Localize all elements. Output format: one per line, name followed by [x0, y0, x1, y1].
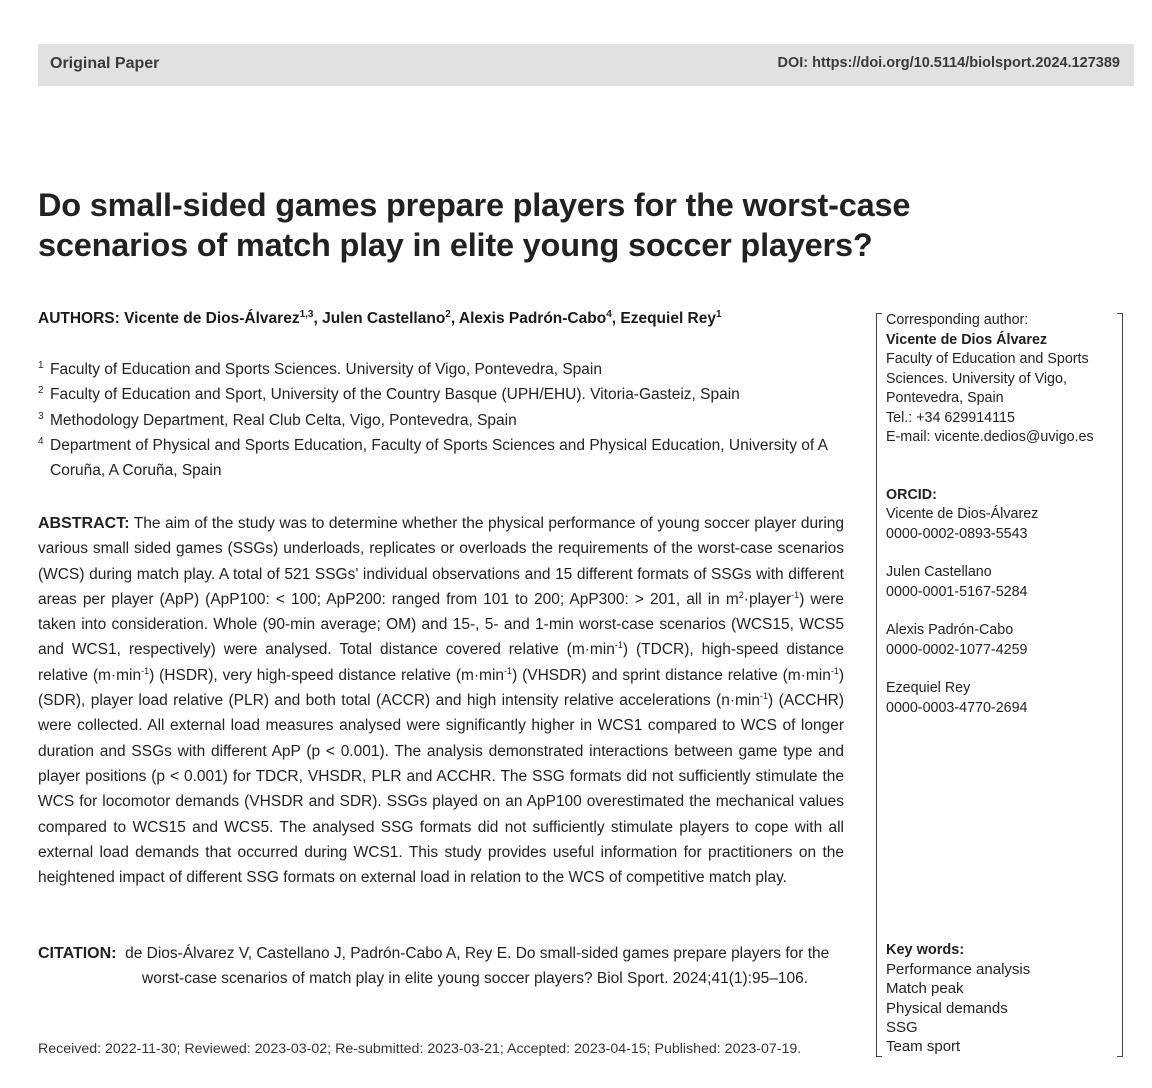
orcid-label: ORCID: — [886, 486, 937, 503]
corresponding-affiliation: Sciences. University of Vigo, — [886, 370, 1067, 387]
abstract-text: ) were taken into consideration. Whole (90-min average; OM) and 15-, 5- and 1-min worst-case scenarios (WCS15, WCS5 and WCS1, respectively) were analysed. Total distance covered relative (m·min — [38, 590, 844, 659]
rule-tick — [876, 1056, 882, 1057]
authors-label: AUTHORS: — [38, 310, 120, 328]
abstract-text: The aim of the study was to determine whether the physical performance of young soccer player during various small sided games (SSGs) underloads, replicates or overloads the requirements of the worst-case scenarios (WCS) during match play. A total of 521 SSGs' individual observations and 15 different formats of SSGs with different areas per player (ApP) (ApP100: < 100; ApP200: ranged from 101 to 200; ApP300: > 201, all in m — [38, 515, 845, 608]
corresponding-label: Corresponding author: — [886, 312, 1029, 328]
affiliation-text: Methodology Department, Real Club Celta, Vigo, Pontevedra, Spain — [50, 411, 517, 429]
author-sup: 1,3 — [299, 309, 314, 320]
orcid-id[interactable]: 0000-0002-1077-4259 — [886, 641, 1028, 658]
keyword: Performance analysis — [886, 961, 1031, 979]
author-sup: 1 — [716, 309, 722, 320]
abstract-text: ) (SDR), player load relative (PLR) and both total (ACCR) and high intensity relative accelerations (n·min — [38, 666, 845, 710]
keyword: Team sport — [886, 1038, 961, 1056]
email[interactable]: E-mail: vicente.dedios@uvigo.es — [886, 429, 1094, 445]
superscript: -1 — [141, 665, 150, 676]
superscript: -1 — [830, 665, 839, 676]
orcid-id[interactable]: 0000-0003-4770-2694 — [886, 699, 1028, 716]
superscript: 2 — [738, 589, 744, 600]
affiliation-number: 2 — [38, 385, 44, 397]
keyword: Physical demands — [886, 999, 1008, 1017]
affiliation-text: Faculty of Education and Sports Sciences. University of Vigo, Pontevedra, Spain — [50, 361, 602, 378]
corresponding-name: Vicente de Dios Álvarez — [886, 331, 1048, 348]
affiliation — [38, 433, 846, 484]
affiliation — [38, 357, 846, 382]
orcid-author: Vicente de Dios-Álvarez — [886, 506, 1039, 522]
article-type: Original Paper — [50, 55, 160, 72]
superscript: -1 — [504, 665, 513, 676]
abstract-text: ) (TDCR), high-speed distance relative (m·min — [38, 641, 844, 684]
paper-title: Do small-sided games prepare players for the worst-case scenarios of match play in elite young soccer players? — [38, 187, 911, 263]
superscript: -1 — [759, 690, 768, 701]
abstract — [38, 511, 844, 890]
corresponding-affiliation: Faculty of Education and Sports — [886, 351, 1089, 367]
orcid-id[interactable]: 0000-0001-5167-5284 — [886, 583, 1028, 600]
author-name: Ezequiel Rey — [620, 310, 716, 328]
affiliation-number: 1 — [38, 360, 44, 371]
affiliation — [38, 408, 846, 433]
author-sup: 2 — [445, 309, 451, 320]
authors-line: AUTHORS: Vicente de Dios-Álvarez$^{1,3}$, Julen Castellano$^2$, Alexis Padrón-Cabo$^4$, Ezequiel Rey$^1$ — [38, 309, 722, 328]
orcid-author: Alexis Padrón-Cabo — [886, 622, 1014, 638]
keywords — [886, 941, 1118, 1056]
author-sup: 4 — [606, 309, 612, 320]
corresponding-affiliation: Pontevedra, Spain — [886, 390, 1004, 406]
abstract-text: ) (VHSDR) and sprint distance relative (m·min — [512, 666, 831, 684]
affiliation-text: Department of Physical and Sports Education, Faculty of Sports Sciences and Physical Education, University of A Coruña, A Coruña, Spain — [50, 436, 828, 480]
author-name: Julen Castellano — [322, 310, 446, 328]
affiliation-text: Faculty of Education and Sport, University of the Country Basque (UPH/EHU). Vitoria-Gasteiz, Spain — [50, 386, 740, 404]
sidebar-right-rule — [1122, 313, 1123, 1057]
affiliation-number: 4 — [38, 435, 44, 447]
keyword: Match peak — [886, 980, 964, 998]
citation-label: CITATION: — [38, 945, 117, 962]
affiliation-number: 3 — [38, 410, 44, 422]
doi-link[interactable]: DOI: https://doi.org/10.5114/biolsport.2024.127389 — [777, 55, 1120, 71]
citation-text: de Dios-Álvarez V, Castellano J, Padrón-Cabo A, Rey E. Do small-sided games prepare players for the worst-case scenarios of match play in elite young soccer players? Biol Sport. 2024;41(1):95–106. — [125, 945, 830, 988]
author-name: Alexis Padrón-Cabo — [458, 310, 607, 328]
sidebar-left-rule — [876, 313, 877, 1057]
affiliation — [38, 382, 846, 407]
abstract-text: ·player — [743, 590, 792, 608]
author-name: Vicente de Dios-Álvarez — [124, 310, 300, 328]
rule-tick — [876, 313, 882, 314]
abstract-text: ) (HSDR), very high-speed distance relative (m·min — [149, 666, 505, 684]
orcid-id[interactable]: 0000-0002-0893-5543 — [886, 525, 1028, 542]
orcid-author: Julen Castellano — [886, 564, 992, 580]
superscript: -1 — [614, 640, 623, 651]
sidebar — [886, 311, 1118, 718]
abstract-label: ABSTRACT: — [38, 515, 130, 532]
header-bar — [38, 44, 1134, 86]
abstract-text: ) (ACCHR) were collected. All external load measures analysed were significantly higher in WCS1 compared to WCS of longer duration and SSGs with different ApP (p < 0.001). The analysis demonstrated interactions between game type and player positions (p < 0.001) for TDCR, VHSDR, PLR and ACCHR. The SSG formats did not sufficiently stimulate the WCS for locomotor demands (VHSDR and SDR). SSGs played on an ApP100 overestimated the mechanical values compared to WCS15 and WCS5. The analysed SSG formats did not sufficiently stimulate players to cope with all external load demands that occurred during WCS1. This study provides useful information for practitioners on the heightened impact of different SSG formats on external load in relation to the WCS of competitive match play. — [38, 692, 844, 887]
keywords-label: Key words: — [886, 942, 965, 958]
publication-dates: Received: 2022-11-30; Reviewed: 2023-03-02; Re-submitted: 2023-03-21; Accepted: 2023-04-15; Published: 2023-07-19. — [38, 1041, 802, 1057]
superscript: -1 — [791, 589, 800, 600]
citation — [38, 941, 844, 992]
affiliations — [38, 357, 846, 483]
telephone: Tel.: +34 629914115 — [886, 409, 1015, 426]
keyword: SSG — [886, 1018, 918, 1036]
orcid-author: Ezequiel Rey — [886, 680, 971, 696]
